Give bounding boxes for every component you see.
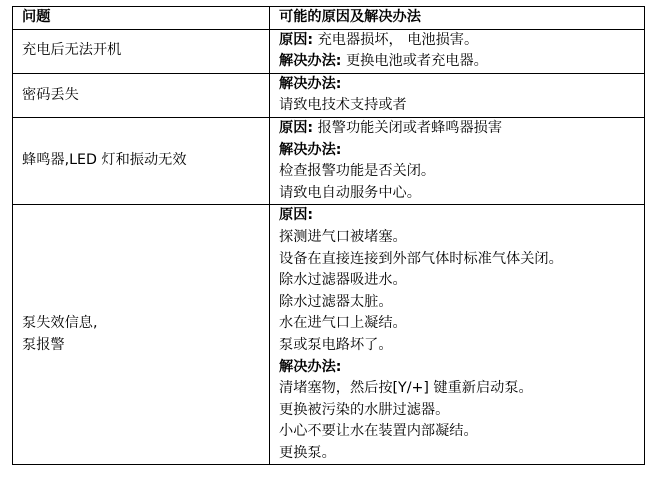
solution-line xyxy=(279,161,644,183)
solution-line xyxy=(279,357,644,379)
solution-line xyxy=(279,118,644,140)
problem-text: 密码丢失 xyxy=(22,86,79,103)
solution-text: 清堵塞物，然后按[Y/+] 键重新启动泵。 xyxy=(279,380,533,397)
solution-label: 原因: xyxy=(279,207,314,224)
solution-line xyxy=(279,335,644,357)
solution-label: 原因: xyxy=(279,31,314,48)
table-body xyxy=(13,29,645,465)
solution-cell xyxy=(270,29,645,73)
table-header-row xyxy=(13,7,645,30)
solution-cell xyxy=(270,73,645,117)
solution-line xyxy=(279,227,644,249)
solution-text: 充电器损坏， 电池损害。 xyxy=(313,31,479,48)
solution-line xyxy=(279,443,644,465)
solution-cell xyxy=(270,205,645,465)
solution-text: 更换泵。 xyxy=(279,444,336,461)
solution-line xyxy=(279,205,644,227)
solution-label: 解决办法: xyxy=(279,358,342,375)
solution-line xyxy=(279,421,644,443)
problem-cell xyxy=(13,29,270,73)
problem-text: 充电后无法开机 xyxy=(22,42,122,59)
solution-label: 原因: xyxy=(279,119,314,136)
solution-line xyxy=(279,400,644,422)
table-row xyxy=(13,73,645,117)
solution-text: 请致电技术支持或者 xyxy=(279,97,407,114)
problem-cell xyxy=(13,73,270,117)
solution-text: 小心不要让水在装置内部凝结。 xyxy=(279,423,478,440)
solution-line xyxy=(279,30,644,52)
solution-text: 除水过滤器太脏。 xyxy=(279,293,393,310)
problem-text: 泵失效信息, xyxy=(22,315,98,332)
solution-line xyxy=(279,183,644,205)
solution-line xyxy=(279,95,644,117)
solution-text: 泵或泵电路坏了。 xyxy=(279,336,393,353)
solution-line xyxy=(279,51,644,73)
table-row xyxy=(13,205,645,465)
table-row xyxy=(13,29,645,73)
solution-line xyxy=(279,313,644,335)
solution-text: 探测进气口被堵塞。 xyxy=(279,228,407,245)
solution-line xyxy=(279,74,644,96)
solution-text: 请致电自动服务中心。 xyxy=(279,184,421,201)
solution-line xyxy=(279,249,644,271)
solution-cell xyxy=(270,117,645,204)
problem-cell xyxy=(13,205,270,465)
solution-text: 设备在直接连接到外部气体时标准气体关闭。 xyxy=(279,250,563,267)
solution-label: 解决办法: xyxy=(279,53,342,70)
solution-label: 解决办法: xyxy=(279,75,342,92)
table-row xyxy=(13,117,645,204)
solution-line xyxy=(279,292,644,314)
header-problem: 问题 xyxy=(13,7,270,30)
solution-text: 除水过滤器吸进水。 xyxy=(279,272,407,289)
problem-text: 蜂鸣器,LED 灯和振动无效 xyxy=(22,152,187,169)
solution-text: 水在进气口上凝结。 xyxy=(279,315,407,332)
solution-text: 更换被污染的水肼过滤器。 xyxy=(279,401,450,418)
solution-label: 解决办法: xyxy=(279,141,342,158)
header-solution: 可能的原因及解决办法 xyxy=(270,7,645,30)
solution-line xyxy=(279,378,644,400)
solution-text: 检查报警功能是否关闭。 xyxy=(279,163,436,180)
solution-line xyxy=(279,270,644,292)
troubleshooting-table xyxy=(12,6,645,465)
problem-text: 泵报警 xyxy=(22,336,65,353)
solution-text: 更换电池或者充电器。 xyxy=(341,53,488,70)
solution-text: 报警功能关闭或者蜂鸣器损害 xyxy=(313,119,503,136)
solution-line xyxy=(279,140,644,162)
problem-cell xyxy=(13,117,270,204)
